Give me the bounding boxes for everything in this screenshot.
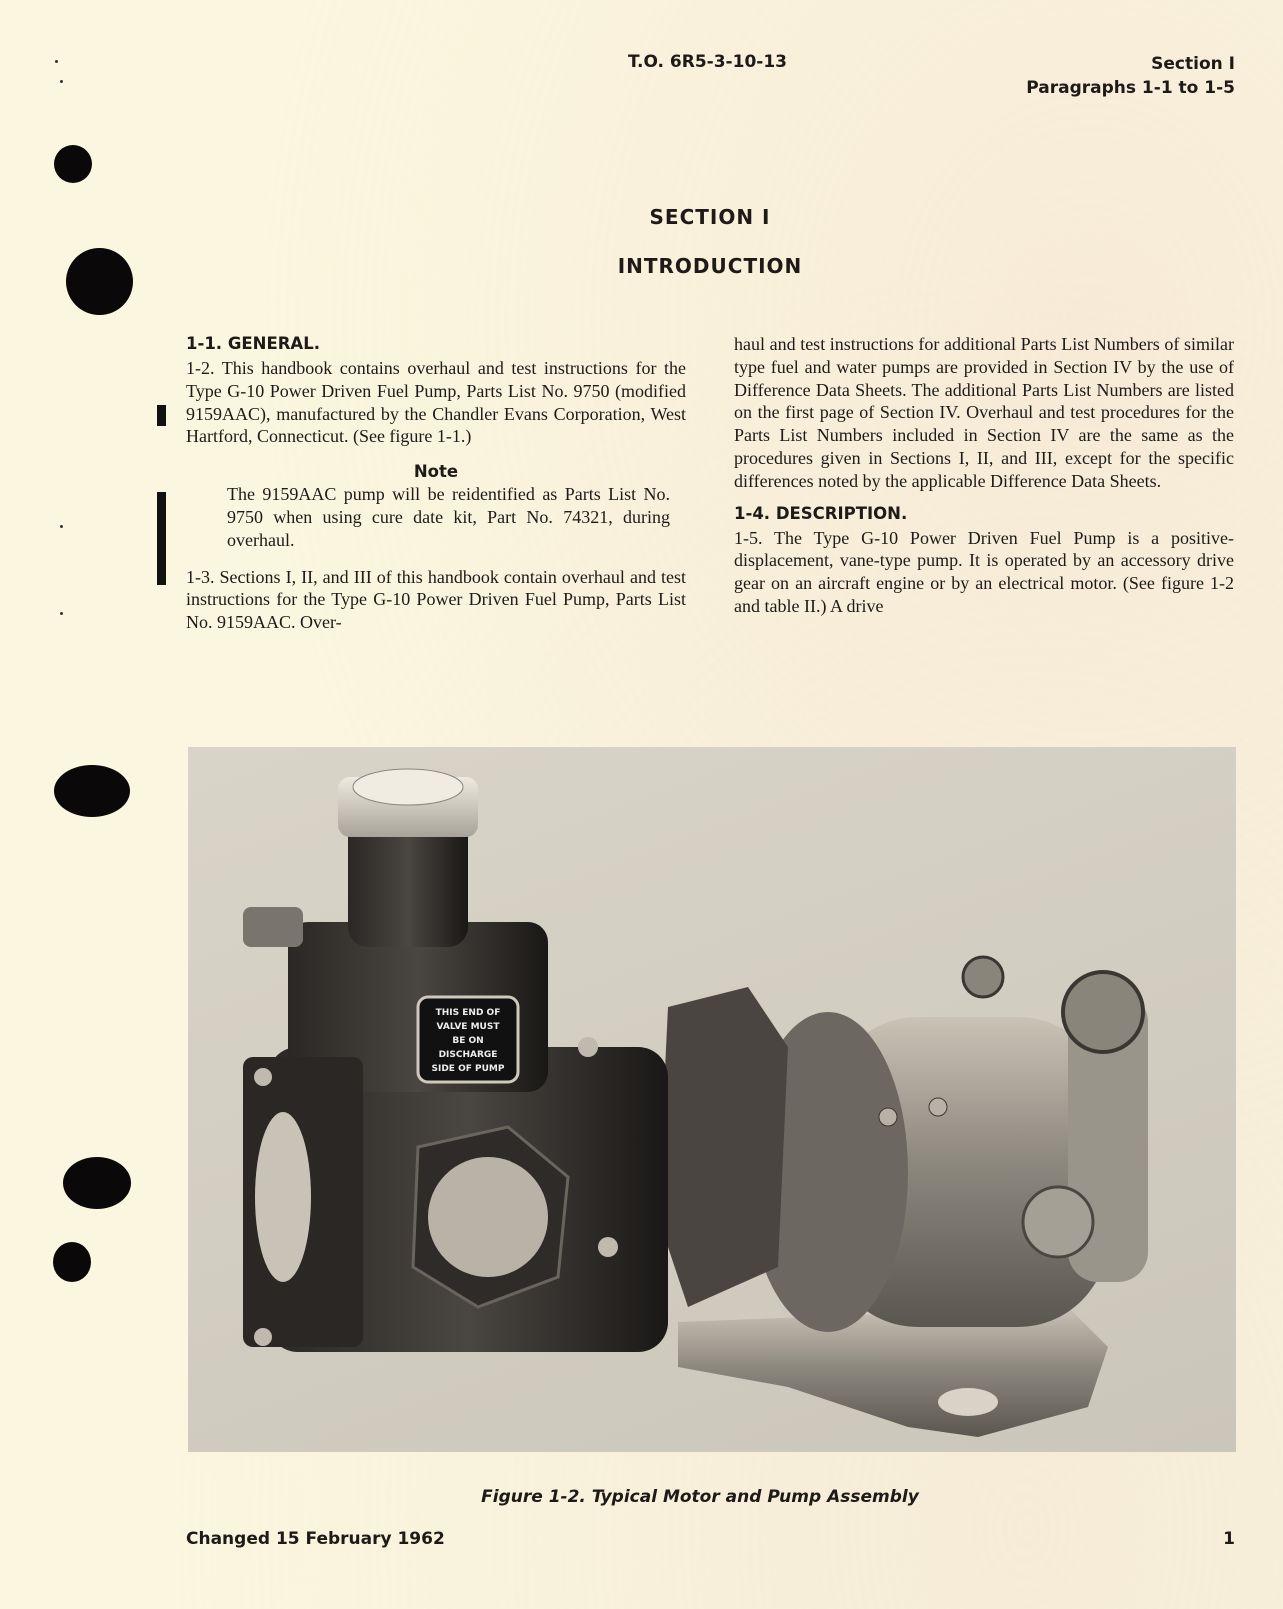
section-reference <box>1026 52 1235 100</box>
change-bar <box>157 405 166 426</box>
punch-hole <box>54 765 130 817</box>
paragraph-1-3: 1-3. Sections I, II, and III of this handbook contain overhaul and test instructions for the Type G-10 Power Driven Fuel Pump, Parts List No. 9159AAC. Over- <box>186 566 686 633</box>
doc-number: T.O. 6R5-3-10-13 <box>628 52 787 72</box>
figure-photo-motor-pump-assembly <box>188 747 1236 1452</box>
note-title: Note <box>413 462 459 482</box>
punch-hole <box>63 1157 131 1209</box>
speck <box>60 525 63 528</box>
change-bar <box>157 492 166 585</box>
paragraph-1-5: 1-5. The Type G-10 Power Driven Fuel Pump is a positive-displacement, vane-type pump. It is operated by an accessory drive gear on an aircraft engine or by an electrical motor. (See figure 1-2 and table II.) A drive <box>734 527 1234 616</box>
plate-line-3: BE ON <box>452 1036 484 1046</box>
punch-hole <box>54 145 92 183</box>
change-date: Changed 15 February 1962 <box>186 1529 445 1549</box>
speck <box>55 60 58 63</box>
plate-line-5: SIDE OF PUMP <box>431 1064 505 1074</box>
plate-line-4: DISCHARGE <box>438 1050 498 1060</box>
speck <box>60 612 63 615</box>
section-title: SECTION I <box>649 205 771 229</box>
paragraph-1-2: 1-2. This handbook contains overhaul and test instructions for the Type G-10 Power Driven Fuel Pump, Parts List No. 9750 (modified 9159AAC), manufactured by the Chandler Evans Corporation, West Hartford, Connecticut. (See figure 1-1.) <box>186 358 686 447</box>
note-body: The 9159AAC pump will be reidentified as Parts List No. 9750 when using cure date kit, Part No. 74321, during overhaul. <box>227 484 670 550</box>
section-label: Section I <box>1151 54 1235 74</box>
left-column <box>186 333 686 634</box>
section-name: INTRODUCTION <box>617 254 803 278</box>
heading-description: 1-4. DESCRIPTION. <box>734 503 908 523</box>
pump-assembly-illustration <box>188 747 1236 1452</box>
paragraph-range: Paragraphs 1-1 to 1-5 <box>1026 78 1235 98</box>
speck <box>60 80 63 83</box>
paragraph-1-3-continued: haul and test instructions for additional Parts List Numbers of similar type fuel and water pumps are provided in Section IV by the use of Difference Data Sheets. The additional Parts List Numbers are listed on the first page of Section IV. Overhaul and test procedures for the Parts List Numbers included in Section IV are the same as the procedures given in Sections I, II, and III, except for the specific differences noted by the applicable Difference Data Sheets. <box>734 334 1234 491</box>
page-number: 1 <box>1223 1529 1235 1549</box>
punch-hole <box>53 1242 91 1282</box>
right-column <box>734 333 1234 618</box>
figure-caption: Figure 1-2. Typical Motor and Pump Assembly <box>481 1487 919 1507</box>
heading-general: 1-1. GENERAL. <box>186 334 320 353</box>
plate-line-2: VALVE MUST <box>436 1022 500 1032</box>
plate-line-1: THIS END OF <box>435 1008 501 1018</box>
